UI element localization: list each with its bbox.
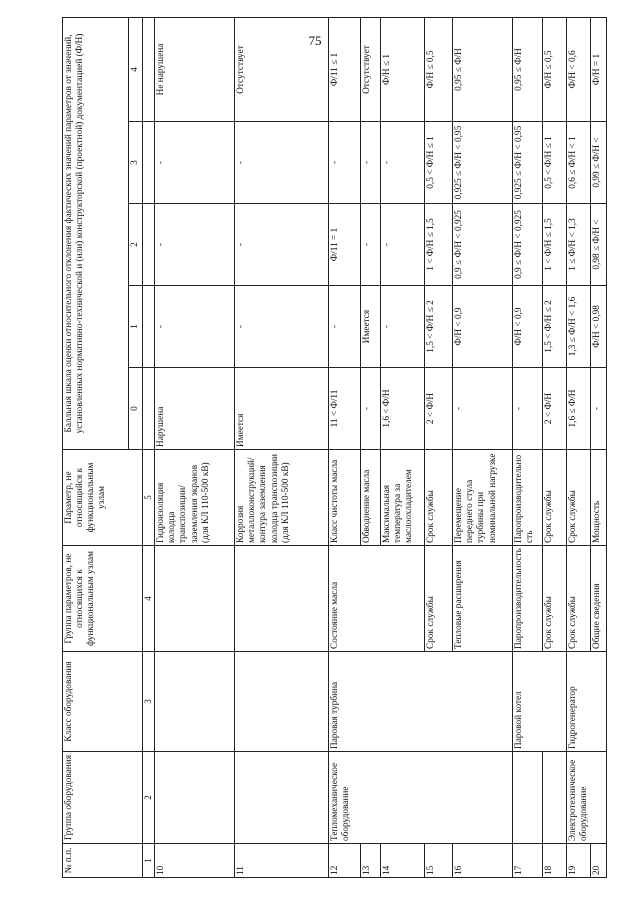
- cell-score-1: Ф/Н < 0,9: [453, 286, 513, 368]
- header-score-0: 0: [129, 368, 143, 450]
- cell-class: Паровая турбина: [329, 652, 513, 752]
- cell-score-4: Ф/Н ≤ 1: [381, 17, 425, 121]
- cell-score-3: -: [381, 122, 425, 204]
- cell-group: [155, 752, 235, 844]
- cell-param: Обводнение масла: [361, 450, 381, 546]
- cell-score-1: Ф/Н < 0,98: [591, 286, 607, 368]
- row-number: 11: [235, 844, 329, 878]
- cell-class: Паровой котел: [513, 652, 567, 752]
- row-number: 16: [453, 844, 513, 878]
- cell-score-2: 0,9 ≤ Ф/Н < 0,925: [453, 204, 513, 286]
- colnum: 1: [143, 844, 155, 878]
- row-number: 20: [591, 844, 607, 878]
- cell-score-0: -: [513, 368, 543, 450]
- cell-score-0: 2 < Ф/Н: [425, 368, 453, 450]
- cell-score-2: -: [235, 204, 329, 286]
- cell-score-3: 0,925 ≤ Ф/Н < 0,95: [513, 122, 543, 204]
- cell-param: Перемещение переднего стула турбины при номинальной нагрузке: [453, 450, 513, 546]
- cell-score-4: Не нарушена: [155, 17, 235, 121]
- cell-score-0: -: [591, 368, 607, 450]
- cell-score-2: 1 < Ф/Н ≤ 1,5: [543, 204, 567, 286]
- cell-score-0: 1,6 ≤ Ф/Н: [567, 368, 591, 450]
- header-group: Группа оборудования: [63, 752, 143, 844]
- cell-class: Гидрогенератор: [567, 652, 607, 752]
- cell-score-0: -: [361, 368, 381, 450]
- cell-param: Класс чистоты масла: [329, 450, 361, 546]
- colnum-blank: [143, 204, 155, 286]
- cell-score-1: -: [381, 286, 425, 368]
- cell-group: Электротехническое оборудование: [567, 752, 607, 844]
- row-number: 14: [381, 844, 425, 878]
- colnum-blank: [143, 368, 155, 450]
- cell-score-2: 0,98 ≤ Ф/Н <: [591, 204, 607, 286]
- cell-score-2: -: [361, 204, 381, 286]
- table-row: [155, 17, 235, 877]
- row-number: 17: [513, 844, 543, 878]
- cell-score-3: 0,99 ≤ Ф/Н <: [591, 122, 607, 204]
- row-number: 19: [567, 844, 591, 878]
- cell-score-2: 1 ≤ Ф/Н < 1,3: [567, 204, 591, 286]
- cell-score-0: 11 < Ф/11: [329, 368, 361, 450]
- cell-param: Паропроизводительность: [513, 450, 543, 546]
- table-row: [513, 17, 543, 877]
- cell-group: [235, 752, 329, 844]
- column-number-row: [143, 17, 155, 877]
- cell-param: Срок службы: [567, 450, 591, 546]
- cell-score-4: 0,95 ≤ Ф/Н: [513, 17, 543, 121]
- cell-param-group: Срок службы: [425, 546, 453, 652]
- cell-score-0: Имеется: [235, 368, 329, 450]
- cell-score-4: Ф/Н < 0,6: [567, 17, 591, 121]
- cell-score-4: Ф/Н ≤ 0,5: [425, 17, 453, 121]
- page-number: 75: [308, 33, 322, 48]
- rotated-table-container: [62, 18, 603, 878]
- cell-group: [513, 752, 543, 844]
- cell-score-4: Отсутствует: [361, 17, 381, 121]
- table-row: [235, 17, 329, 877]
- colnum: 3: [143, 652, 155, 752]
- cell-score-2: 1 < Ф/Н ≤ 1,5: [425, 204, 453, 286]
- cell-param-group: Тепловые расширения: [453, 546, 513, 652]
- cell-param-group: [235, 546, 329, 652]
- assessment-table: [62, 17, 607, 878]
- cell-score-0: -: [453, 368, 513, 450]
- cell-param: Коррозия металлоконструкций/контура заземления колодца транспозиции (для КЛ 110-500 кВ): [235, 450, 329, 546]
- cell-score-2: 0,9 ≤ Ф/Н < 0,925: [513, 204, 543, 286]
- cell-param-group: Состояние масла: [329, 546, 425, 652]
- cell-param: Срок службы: [543, 450, 567, 546]
- cell-score-1: -: [235, 286, 329, 368]
- header-no: № п.п.: [63, 844, 143, 878]
- colnum-blank: [143, 122, 155, 204]
- cell-param: Срок службы: [425, 450, 453, 546]
- table-row: [329, 17, 361, 877]
- cell-param: Максимальная температура за маслоохладителем: [381, 450, 425, 546]
- cell-param-group: Паропроизводительность: [513, 546, 543, 652]
- header-score-4: 4: [129, 17, 143, 121]
- cell-param-group: Срок службы: [543, 546, 567, 652]
- cell-param: Мощность: [591, 450, 607, 546]
- header-score-1: 1: [129, 286, 143, 368]
- cell-score-2: Ф/11 = 1: [329, 204, 361, 286]
- colnum-blank: [143, 286, 155, 368]
- colnum-blank: [143, 17, 155, 121]
- cell-class: [235, 652, 329, 752]
- cell-score-1: 1,5 < Ф/Н ≤ 2: [425, 286, 453, 368]
- table-row: [567, 17, 591, 877]
- cell-score-0: 2 < Ф/Н: [543, 368, 567, 450]
- cell-score-3: 0,5 < Ф/Н ≤ 1: [543, 122, 567, 204]
- cell-score-4: 0,95 ≤ Ф/Н: [453, 17, 513, 121]
- header-scale: Балльная шкала оценки относительного отклонения фактических значений параметров от значений, установленных нормативно-технической и (или) конструкторской (проектной) документацией (Ф/Н): [63, 17, 129, 449]
- cell-group: [543, 752, 567, 844]
- colnum: 2: [143, 752, 155, 844]
- row-number: 15: [425, 844, 453, 878]
- cell-score-4: Отсутствует: [235, 17, 329, 121]
- cell-class: [155, 652, 235, 752]
- row-number: 10: [155, 844, 235, 878]
- cell-score-3: 0,925 ≤ Ф/Н < 0,95: [453, 122, 513, 204]
- cell-score-4: Ф/Н ≤ 0,5: [543, 17, 567, 121]
- cell-param-group: [155, 546, 235, 652]
- cell-score-3: -: [235, 122, 329, 204]
- cell-score-1: 1,5 < Ф/Н ≤ 2: [543, 286, 567, 368]
- row-number: 18: [543, 844, 567, 878]
- cell-score-1: 1,3 ≤ Ф/Н < 1,6: [567, 286, 591, 368]
- cell-score-3: -: [329, 122, 361, 204]
- header-class: Класс оборудования: [63, 652, 143, 752]
- header-param: Параметр, не относящийся к функциональным узлам: [63, 450, 143, 546]
- colnum: 5: [143, 450, 155, 546]
- cell-score-3: 0,5 < Ф/Н ≤ 1: [425, 122, 453, 204]
- cell-score-3: -: [155, 122, 235, 204]
- cell-score-4: Ф/11 ≤ 1: [329, 17, 361, 121]
- cell-score-4: Ф/Н = 1: [591, 17, 607, 121]
- cell-score-1: -: [155, 286, 235, 368]
- colnum: 4: [143, 546, 155, 652]
- cell-param-group: Общие сведения: [591, 546, 607, 652]
- cell-score-1: Ф/Н < 0,9: [513, 286, 543, 368]
- row-number: 13: [361, 844, 381, 878]
- cell-score-0: 1,6 < Ф/Н: [381, 368, 425, 450]
- cell-score-2: -: [155, 204, 235, 286]
- cell-score-3: 0,6 ≤ Ф/Н < 1: [567, 122, 591, 204]
- cell-param: Гидроизоляция колодца транспозиции/заземления экранов (для КЛ 110-500 кВ): [155, 450, 235, 546]
- cell-score-3: -: [361, 122, 381, 204]
- row-number: 12: [329, 844, 361, 878]
- cell-param-group: Срок службы: [567, 546, 591, 652]
- cell-score-0: Нарушена: [155, 368, 235, 450]
- header-score-2: 2: [129, 204, 143, 286]
- cell-group: Тепломеханическое оборудование: [329, 752, 513, 844]
- header-param-group: Группа параметров, не относящихся к функциональным узлам: [63, 546, 143, 652]
- cell-score-1: Имеется: [361, 286, 381, 368]
- cell-score-2: -: [381, 204, 425, 286]
- cell-score-1: -: [329, 286, 361, 368]
- header-score-3: 3: [129, 122, 143, 204]
- header-row: [63, 17, 129, 877]
